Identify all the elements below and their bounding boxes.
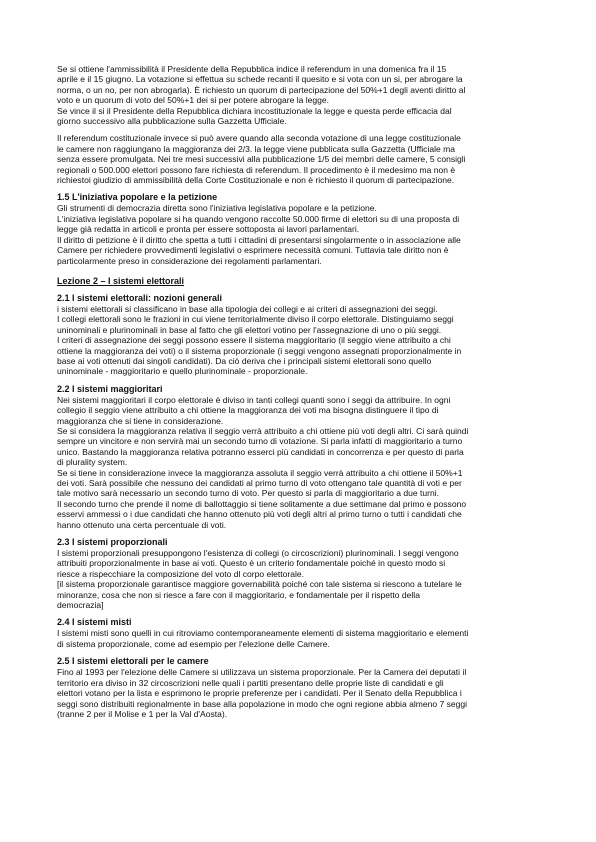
section-heading: 2.4 I sistemi misti: [57, 617, 132, 628]
text-line: seggi sono distribuiti regionalmente in base alla popolazione in modo che ogni regione abbia almeno 7 seggi: [57, 698, 468, 709]
document-page: [57, 64, 541, 726]
section-body: [57, 304, 541, 377]
section-1-5: [57, 192, 541, 265]
text-line: di plurality system.: [57, 457, 128, 468]
text-line: L'iniziativa legislativa popolare si ha quando vengono raccolte 50.000 firme di elettori su di una proposta di: [57, 213, 460, 224]
text-line: uninominale - maggioritario e quello plurinominale - proporzionale.: [57, 366, 308, 377]
text-line: maggioranza che si tiene in considerazione.: [57, 415, 224, 426]
lesson-title: Lezione 2 – I sistemi elettorali: [57, 275, 185, 286]
text-line: [il sistema proporzionale garantisce maggiore governabilità poiché con tale sistema si riescono a tutelare le: [57, 579, 462, 590]
section-heading: 1.5 L'iniziativa popolare e la petizione: [57, 192, 218, 203]
text-line: Il referendum costituzionale invece si può avere quando alla seconda votazione di una legge costituzionale: [57, 133, 461, 144]
section-2-5: [57, 656, 541, 719]
text-line: democrazia]: [57, 600, 104, 611]
section-heading: 2.2 I sistemi maggioritari: [57, 383, 163, 394]
section-body: [57, 395, 541, 530]
section-2-1: [57, 293, 541, 377]
text-line: ottiene la maggioranza dei voti) o il sistema proporzionale (i seggi vengono assegnati proporzionalmente in: [57, 345, 462, 356]
text-line: richiestoi giudizio di ammissibilità della Corte Costituzionale e non è richiesto il quorum di partecipazione.: [57, 175, 455, 186]
paragraph-referendum-costituzionale: [57, 133, 541, 185]
text-line: aprile e il 15 giugno. La votazione si effettua su schede recanti il quesito e si vota con un si, per abrogare la: [57, 74, 463, 85]
text-line: particolarmente preso in considerazione dei regolamenti parlamentari.: [57, 255, 322, 266]
text-line: hanno ottenuto una certa percentuale di voti.: [57, 519, 227, 530]
section-2-2: [57, 384, 541, 530]
text-line: sempre un vincitore e non servirà mai un secondo turno di votazione. Si parla infatti di maggioritario a turno: [57, 436, 463, 447]
text-line: norma, o un no, per non abrogarla). È richiesto un quorum di partecipazione del 50%+1 degli aventi diritto al: [57, 84, 466, 95]
text-line: attribuiti proporzionalmente in base ai voti. Questo è un criterio fondamentale poiché in questo modo si: [57, 558, 446, 569]
text-line: Il diritto di petizione è il diritto che spetta a tutti i cittadini di presentarsi singolarmente o in associazione alle: [57, 234, 461, 245]
section-body: [57, 667, 541, 719]
text-line: Nei sistemi maggioritari il corpo elettorale è diviso in tanti collegi quanti sono i seggi da attribuire. In ogni: [57, 394, 451, 405]
text-line: Gli strumenti di democrazia diretta sono l'iniziativa legislativa popolare e la petizione.: [57, 203, 377, 214]
text-line: Camere per richiedere provvedimenti legislativi o esprimere necessità comuni. Tuttavia tale diritto non è: [57, 245, 449, 256]
text-line: regionali o 500.000 elettori possono fare richiesta di referendum. Il procedimento è il medesimo ma non è: [57, 164, 456, 175]
text-line: I collegi elettorali sono le frazioni in cui viene territorialmente diviso il corpo elettorale. Distinguiamo seggi: [57, 314, 454, 325]
text-line: riesce a rispecchiare la composizione del voto dl corpo elettorale.: [57, 568, 305, 579]
section-body: [57, 548, 541, 610]
text-line: giorno successivo alla pubblicazione sulla Gazzetta Ufficiale.: [57, 116, 287, 127]
text-line: I sistemi misti sono quelli in cui ritroviamo contemporaneamente elementi di sistema maggioritario e elementi: [57, 628, 469, 639]
section-2-4: [57, 617, 541, 649]
text-line: I criteri di assegnazione dei seggi possono essere il sistema maggioritario (il seggio viene attribuito a chi: [57, 335, 451, 346]
text-line: senza essere promulgata. Nei tre mesi successivi alla pubblicazione 1/5 dei membri delle camere, 5 consigli: [57, 154, 466, 165]
section-heading: 2.5 I sistemi elettorali per le camere: [57, 656, 209, 667]
text-line: unico. Bastando la maggioranza relativa potranno esserci più candidati in concorrenza e per questo di parla: [57, 446, 464, 457]
text-line: Se vince il si il Presidente della Repubblica dichiara incostituzionale la legge e questa perde efficacia dal: [57, 105, 452, 116]
section-2-3: [57, 537, 541, 610]
text-line: I sistemi proporzionali presuppongono l'esistenza di collegi (o circoscrizioni) plurinominali. I seggi vengono: [57, 548, 459, 559]
section-heading: 2.3 I sistemi proporzionali: [57, 537, 168, 548]
text-line: esservi ammessi o i due candidati che hanno ottenuto più voti degli altri al primo turno o tutti i candidati che: [57, 509, 462, 520]
text-line: voto e un quorum di voto del 50%+1 dei si per potere abrogare la legge.: [57, 95, 330, 106]
text-line: minoranze, cosa che non si riesce a fare con il maggioritario, e fondamentale per il rispetto della: [57, 589, 420, 600]
text-line: le camere non raggiungano la maggioranza dei 2/3. la legge viene pubblicata sulla Gazzetta (Ufficiale ma: [57, 143, 455, 154]
text-line: legge già redatta in articoli e pronta per essere sottoposta ai lavori parlamentari.: [57, 224, 360, 235]
text-line: i sistemi elettorali si classificano in base alla tipologia dei collegi e ai criteri di assegnazioni dei seggi.: [57, 303, 438, 314]
text-line: collegio il seggio viene attribuito a chi ottiene la maggioranza dei voti ma bisogna distinguere il tipo di: [57, 405, 439, 416]
paragraph-referendum-abrogativo: [57, 64, 541, 126]
text-line: di sistema proporzionale, come ad esempio per l'elezione delle Camere.: [57, 638, 330, 649]
text-line: base ai voti ottenuti dai singoli candidati). Da ciò deriva che i principali sistemi elettorali sono quello: [57, 355, 432, 366]
section-body: [57, 628, 541, 649]
text-line: Fino al 1993 per l'elezione delle Camere si utilizzava un sistema proporzionale. Per la Camera dei deputati il: [57, 667, 467, 678]
text-line: Il secondo turno che prende il nome di ballottaggio si tiene solitamente a due settimane dal primo e possono: [57, 498, 467, 509]
section-heading: 2.1 I sistemi elettorali: nozioni generali: [57, 292, 223, 303]
text-line: dei voti. Sarà possibile che nessuno dei candidati al primo turno di voto ottengano tale quantità di voti e per: [57, 478, 462, 488]
text-line: (tranne 2 per il Molise e 1 per la Val d'Aosta).: [57, 708, 228, 719]
text-line: uninominali e plurinominali in base al fatto che gli elettori votino per l'assegnazione di uno o più seggi.: [57, 324, 442, 335]
text-line: territorio era diviso in 32 circoscrizioni nelle quali i partiti presentano delle proprie liste di candidati e gli: [57, 677, 444, 688]
section-body: [57, 203, 541, 265]
text-line: Se si ottiene l'ammissibilità il Presidente della Repubblica indice il referendum in una domenica fra il 15: [57, 64, 447, 74]
text-line: elettori votano per la lista e esprimono le proprie preferenze per i candidati. Per il Senato della Repubblica i: [57, 688, 462, 699]
text-line: tale motivo sarà necessario un secondo turno di voto. Per questo si parla di maggioritario a due turni.: [57, 488, 439, 499]
text-line: Se si tiene in considerazione invece la maggioranza assoluta il seggio verrà attribuito a chi ottiene il 50%+1: [57, 467, 463, 478]
text-line: Se si considera la maggioranza relativa il seggio verrà attribuito a chi ottiene più voti degli altri. Ci sarà quindi: [57, 425, 469, 436]
